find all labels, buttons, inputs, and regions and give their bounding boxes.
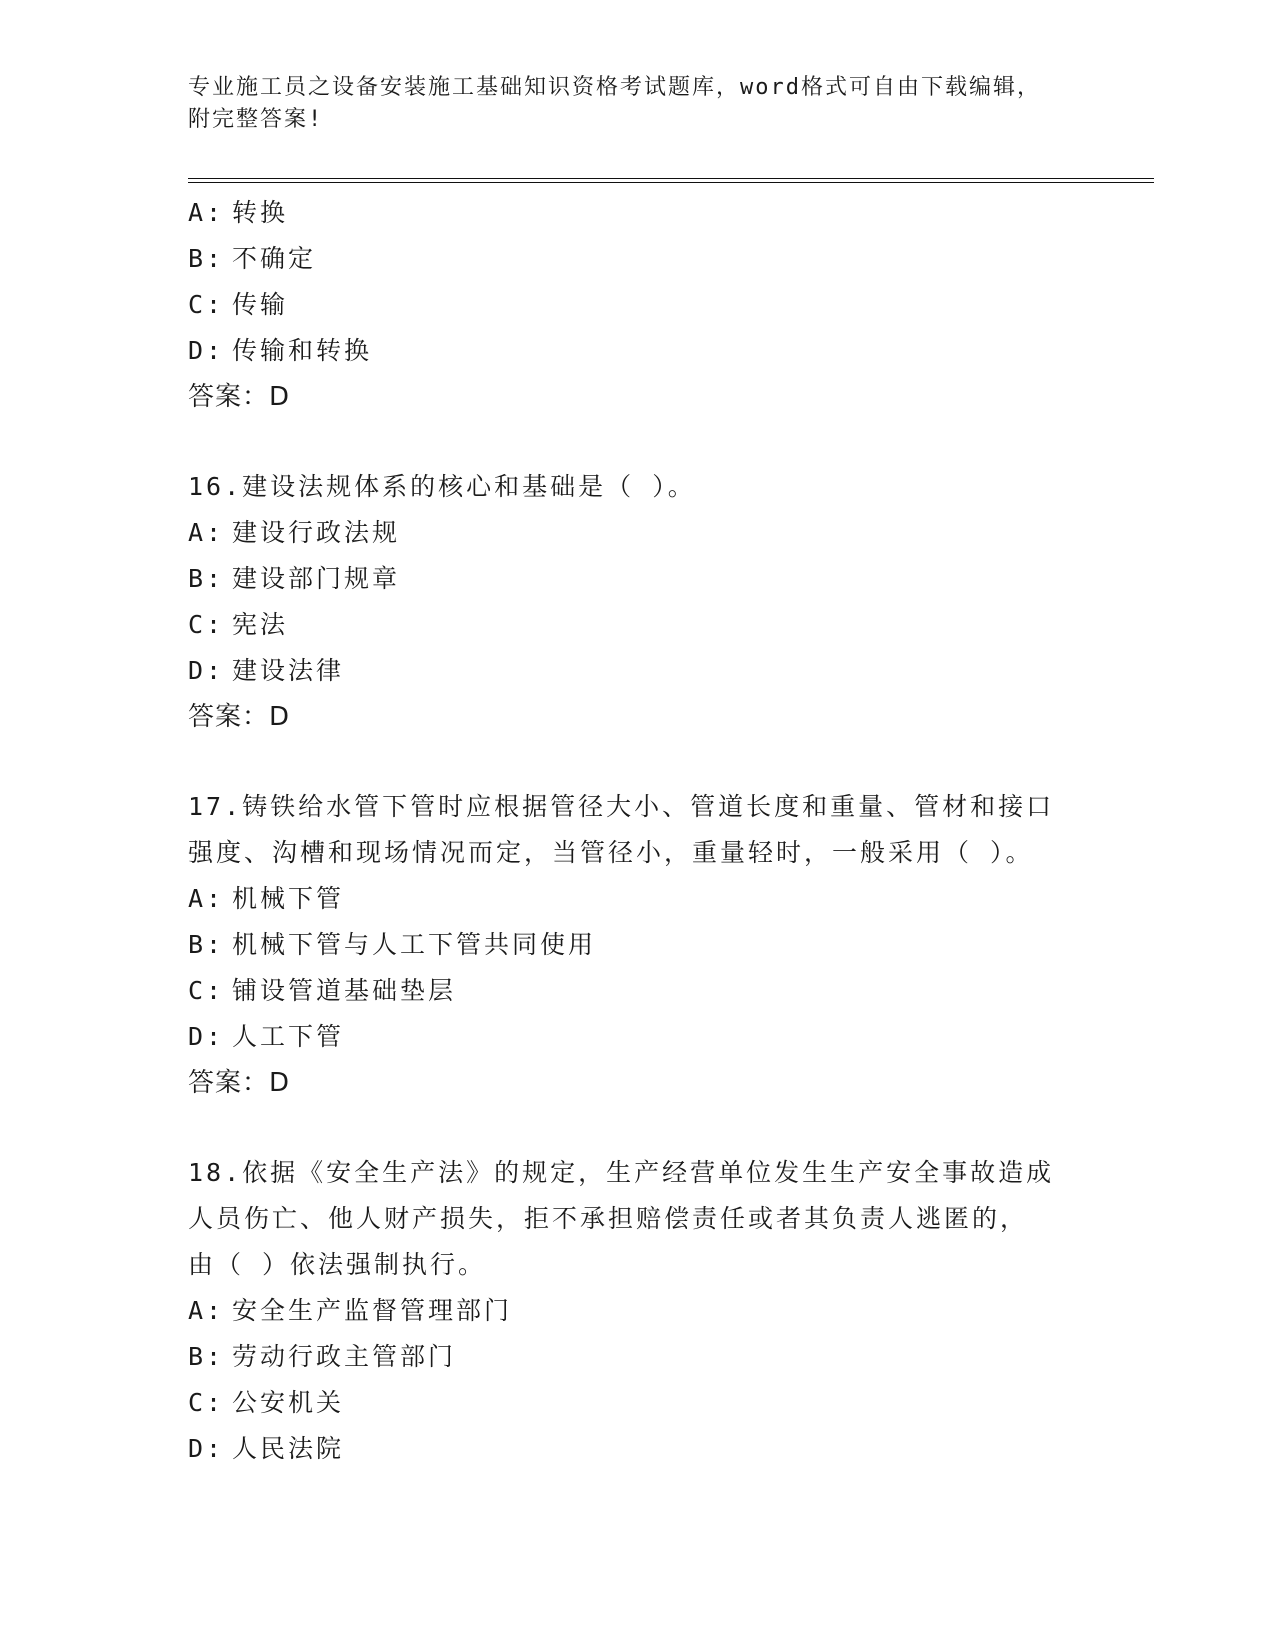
- option-letter: C:: [188, 1388, 225, 1417]
- option-text: 转换: [232, 198, 289, 227]
- option-letter: B:: [188, 244, 225, 273]
- option-text: 不确定: [232, 244, 317, 273]
- option-letter: B:: [188, 1342, 225, 1371]
- option-b: [188, 922, 1108, 968]
- option-letter: C:: [188, 610, 225, 639]
- option-d: [188, 1014, 1108, 1060]
- option-text: 建设行政法规: [232, 518, 401, 547]
- question-stem-line-2: 强度、沟槽和现场情况而定，当管径小，重量轻时，一般采用（ ）。: [188, 838, 1034, 867]
- question-stem-line-1: 17.铸铁给水管下管时应根据管径大小、管道长度和重量、管材和接口: [188, 792, 1055, 821]
- question-list: [188, 190, 1108, 1472]
- header-title-line-2: 附完整答案!: [188, 107, 324, 132]
- option-letter: D:: [188, 1022, 225, 1051]
- option-letter: A:: [188, 198, 225, 227]
- option-letter: D:: [188, 1434, 225, 1463]
- option-text: 传输和转换: [232, 336, 373, 365]
- option-d: [188, 1426, 1108, 1472]
- option-c: [188, 282, 1108, 328]
- question-15-block: [188, 190, 1108, 420]
- answer-line: 答案：D: [188, 702, 291, 732]
- spacer: [188, 740, 1108, 784]
- header-title-line-1: 专业施工员之设备安装施工基础知识资格考试题库，word格式可自由下载编辑，: [188, 75, 1041, 100]
- spacer: [188, 1106, 1108, 1150]
- option-b: [188, 556, 1108, 602]
- option-text: 机械下管: [232, 884, 345, 913]
- option-c: [188, 1380, 1108, 1426]
- option-letter: C:: [188, 976, 225, 1005]
- option-letter: A:: [188, 1296, 225, 1325]
- question-stem-line-3: 由（ ）依法强制执行。: [188, 1250, 487, 1279]
- question-18-block: [188, 1150, 1108, 1472]
- option-letter: C:: [188, 290, 225, 319]
- question-16-block: [188, 464, 1108, 740]
- question-stem-line-2: 人员伤亡、他人财产损失，拒不承担赔偿责任或者其负责人逃匿的，: [188, 1204, 1029, 1233]
- option-letter: B:: [188, 930, 225, 959]
- option-text: 人工下管: [232, 1022, 345, 1051]
- option-c: [188, 968, 1108, 1014]
- answer-line: 答案：D: [188, 382, 291, 412]
- question-stem: 16.建设法规体系的核心和基础是（ ）。: [188, 472, 696, 501]
- option-d: [188, 328, 1108, 374]
- option-letter: D:: [188, 336, 225, 365]
- question-stem-line-1: 18.依据《安全生产法》的规定，生产经营单位发生生产安全事故造成: [188, 1158, 1055, 1187]
- option-text: 公安机关: [232, 1388, 345, 1417]
- question-17-block: [188, 784, 1108, 1106]
- option-letter: B:: [188, 564, 225, 593]
- option-a: [188, 876, 1108, 922]
- spacer: [188, 420, 1108, 464]
- option-b: [188, 1334, 1108, 1380]
- option-d: [188, 648, 1108, 694]
- option-text: 建设部门规章: [232, 564, 401, 593]
- option-text: 宪法: [232, 610, 289, 639]
- option-letter: D:: [188, 656, 225, 685]
- option-c: [188, 602, 1108, 648]
- option-a: [188, 190, 1108, 236]
- option-text: 劳动行政主管部门: [232, 1342, 457, 1371]
- option-b: [188, 236, 1108, 282]
- option-a: [188, 1288, 1108, 1334]
- option-text: 铺设管道基础垫层: [232, 976, 457, 1005]
- option-text: 机械下管与人工下管共同使用: [232, 930, 597, 959]
- option-letter: A:: [188, 518, 225, 547]
- header-divider: [188, 178, 1154, 183]
- option-text: 人民法院: [232, 1434, 345, 1463]
- document-header: [188, 72, 1088, 136]
- option-text: 建设法律: [232, 656, 345, 685]
- answer-line: 答案：D: [188, 1068, 291, 1098]
- option-text: 传输: [232, 290, 289, 319]
- option-letter: A:: [188, 884, 225, 913]
- option-text: 安全生产监督管理部门: [232, 1296, 513, 1325]
- option-a: [188, 510, 1108, 556]
